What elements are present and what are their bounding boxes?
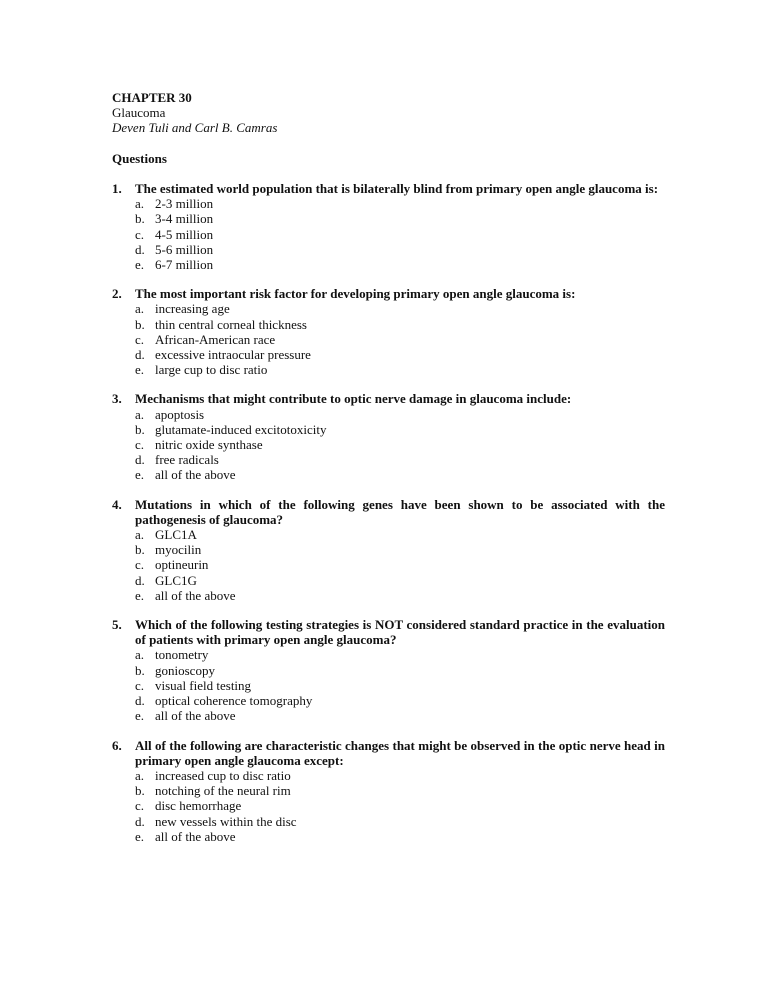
question-item (112, 738, 665, 844)
option-text: African-American race (155, 331, 276, 347)
question-item (112, 286, 665, 377)
answer-option (135, 227, 665, 242)
option-text: optineurin (155, 557, 209, 573)
option-letter: d. (135, 572, 145, 588)
option-letter: d. (135, 693, 145, 709)
option-text: notching of the neural rim (155, 783, 291, 799)
option-text: myocilin (155, 542, 202, 558)
option-text: new vessels within the disc (155, 813, 297, 829)
question-item (112, 391, 665, 482)
option-letter: c. (135, 437, 145, 453)
option-text: free radicals (155, 452, 219, 468)
option-text: all of the above (155, 828, 236, 844)
option-letter: c. (135, 226, 145, 242)
option-letter: b. (135, 421, 145, 437)
answer-option (135, 437, 665, 452)
option-text: 4-5 million (155, 226, 214, 242)
option-letter: a. (135, 767, 145, 783)
answer-option (135, 257, 665, 272)
option-text: 5-6 million (155, 241, 214, 257)
answer-option (135, 557, 665, 572)
option-letter: c. (135, 557, 145, 573)
answer-option (135, 407, 665, 422)
option-letter: e. (135, 828, 145, 844)
option-text: nitric oxide synthase (155, 437, 263, 453)
option-letter: a. (135, 527, 145, 543)
question-item (112, 497, 665, 603)
answer-option (135, 347, 665, 362)
answer-option (135, 332, 665, 347)
option-letter: e. (135, 362, 145, 378)
option-text: all of the above (155, 467, 236, 483)
option-text: glutamate-induced excitotoxicity (155, 421, 327, 437)
question-number: 1. (112, 181, 122, 196)
option-text: disc hemorrhage (155, 798, 242, 814)
question-number: 2. (112, 286, 122, 302)
option-text: increasing age (155, 301, 230, 317)
answer-option (135, 467, 665, 482)
option-text: optical coherence tomography (155, 693, 313, 709)
answer-option (135, 768, 665, 783)
option-text: tonometry (155, 647, 209, 663)
option-letter: a. (135, 196, 145, 212)
option-letter: a. (135, 406, 145, 422)
option-text: increased cup to disc ratio (155, 767, 291, 783)
question-list (112, 181, 665, 844)
option-text: apoptosis (155, 406, 205, 422)
option-letter: c. (135, 798, 145, 814)
answer-option (135, 242, 665, 257)
option-text: 2-3 million (155, 196, 214, 212)
answer-option (135, 362, 665, 377)
answer-option (135, 542, 665, 557)
option-letter: c. (135, 331, 145, 347)
option-letter: b. (135, 783, 145, 799)
answer-option (135, 678, 665, 693)
question-item (112, 181, 665, 272)
question-item (112, 617, 665, 723)
option-text: thin central corneal thickness (155, 316, 307, 332)
answer-option (135, 829, 665, 844)
section-heading: Questions (112, 150, 167, 166)
answer-option (135, 663, 665, 678)
question-number: 5. (112, 617, 122, 633)
question-text: The estimated world population that is bilaterally blind from primary open angle glaucoma is: (135, 181, 659, 196)
answer-option (135, 317, 665, 332)
answer-option (135, 573, 665, 588)
answer-option (135, 527, 665, 542)
question-text: Which of the following testing strategies is NOT considered standard practice in the evaluation of patients with primary open angle glaucoma? (135, 617, 665, 648)
answer-option (135, 211, 665, 226)
option-text: gonioscopy (155, 662, 215, 678)
option-text: all of the above (155, 587, 236, 603)
answer-option (135, 452, 665, 467)
option-letter: d. (135, 347, 145, 363)
option-letter: b. (135, 662, 145, 678)
question-text: Mechanisms that might contribute to optic nerve damage in glaucoma include: (135, 391, 572, 407)
question-number: 3. (112, 391, 122, 407)
option-letter: e. (135, 587, 145, 603)
answer-option (135, 422, 665, 437)
document-page (112, 90, 665, 858)
answer-option (135, 708, 665, 723)
chapter-number: CHAPTER 30 (112, 90, 192, 105)
option-letter: a. (135, 647, 145, 663)
option-letter: d. (135, 813, 145, 829)
option-letter: a. (135, 301, 145, 317)
option-text: visual field testing (155, 677, 252, 693)
answer-option (135, 814, 665, 829)
option-letter: b. (135, 542, 145, 558)
chapter-title: Glaucoma (112, 105, 166, 121)
option-letter: e. (135, 708, 145, 724)
option-text: 3-4 million (155, 211, 214, 227)
option-letter: b. (135, 316, 145, 332)
answer-option (135, 196, 665, 211)
answer-option (135, 647, 665, 662)
question-number: 6. (112, 737, 122, 753)
question-text: Mutations in which of the following genes have been shown to be associated with the pathogenesis of glaucoma? (135, 496, 665, 527)
answer-option (135, 588, 665, 603)
option-text: GLC1G (155, 572, 197, 588)
option-letter: e. (135, 467, 145, 483)
option-text: large cup to disc ratio (155, 362, 268, 378)
answer-option (135, 693, 665, 708)
chapter-authors: Deven Tuli and Carl B. Camras (112, 120, 278, 136)
option-text: all of the above (155, 708, 236, 724)
option-letter: d. (135, 241, 145, 257)
question-number: 4. (112, 496, 122, 512)
option-letter: e. (135, 257, 145, 273)
answer-option (135, 783, 665, 798)
option-letter: b. (135, 211, 145, 227)
option-text: GLC1A (155, 527, 197, 543)
option-text: excessive intraocular pressure (155, 347, 311, 363)
question-text: All of the following are characteristic changes that might be observed in the optic nerve head in primary open angle glaucoma except: (135, 737, 665, 768)
question-text: The most important risk factor for developing primary open angle glaucoma is: (135, 286, 576, 302)
answer-option (135, 798, 665, 813)
option-letter: c. (135, 677, 145, 693)
option-letter: d. (135, 452, 145, 468)
option-text: 6-7 million (155, 257, 214, 273)
answer-option (135, 301, 665, 316)
